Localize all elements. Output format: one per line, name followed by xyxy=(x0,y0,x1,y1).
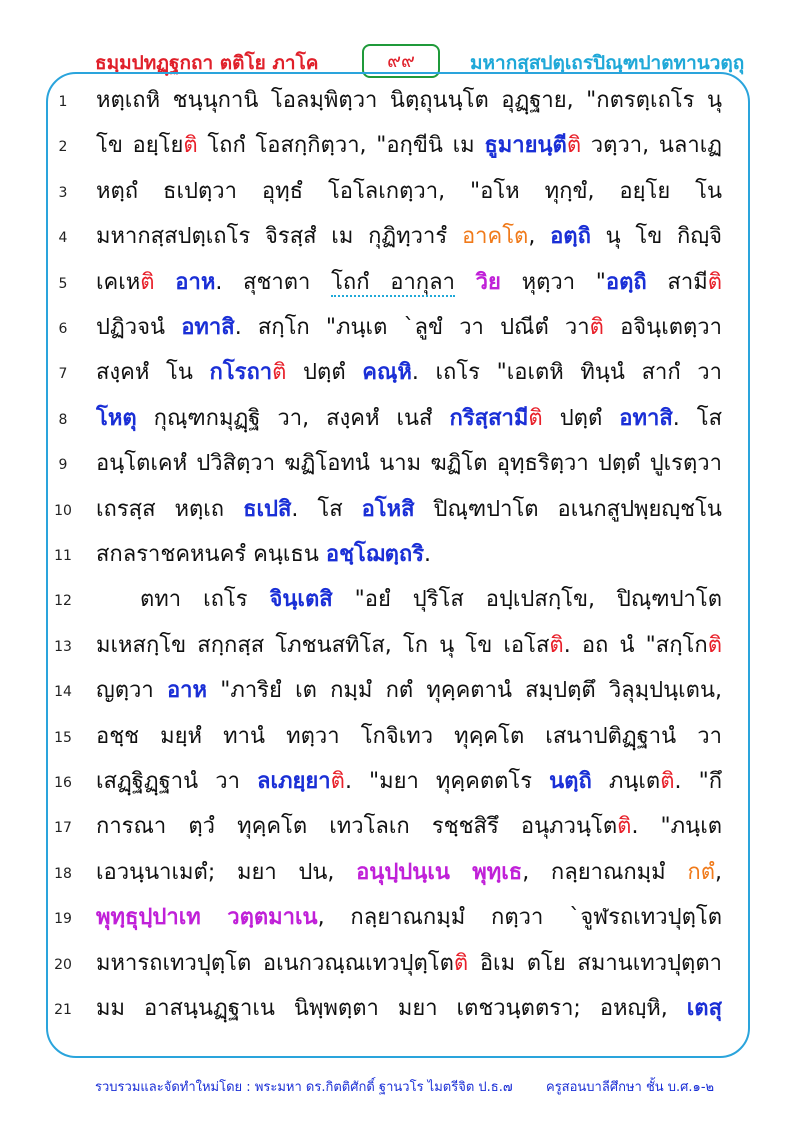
text-line xyxy=(0,763,800,808)
text-line xyxy=(0,173,800,218)
line-text xyxy=(96,311,722,345)
text-line xyxy=(0,127,800,172)
line-number: 19 xyxy=(54,911,72,928)
text-segment: กุณฺฑกมุฏฺฐิ วา, สงฺคหํ เนสํ xyxy=(136,405,450,431)
highlighted-word: ลเภยฺยา xyxy=(257,769,331,794)
text-line xyxy=(0,990,800,1035)
text-line xyxy=(0,264,800,309)
highlighted-word: กตํ xyxy=(687,859,715,885)
text-segment: ภนฺเต xyxy=(591,769,661,794)
text-line xyxy=(0,854,800,899)
highlighted-word: อโหสิ xyxy=(361,496,415,522)
highlighted-word: ติ xyxy=(707,269,722,295)
text-segment: . อถ นํ "สกฺโก xyxy=(563,632,708,658)
text-segment: มเหสกฺโข สกฺกสฺส โภชนสทิโส, โก นุ โข เอโส xyxy=(96,632,550,658)
text-line xyxy=(0,400,800,445)
teacher-credit: ครูสอนบาลีศึกษา ชั้น บ.ศ.๑-๒ xyxy=(546,1080,715,1095)
text-segment: โข อยฺโย xyxy=(96,133,184,159)
text-segment: , xyxy=(528,224,551,250)
highlighted-word: อตฺถิ xyxy=(605,269,647,295)
text-line xyxy=(0,672,800,717)
line-text xyxy=(96,720,722,754)
line-text xyxy=(96,856,722,890)
highlighted-word: ติ xyxy=(183,133,198,159)
line-number: 18 xyxy=(54,865,72,882)
text-line xyxy=(0,309,800,354)
text-segment: สกลราชคหนครํ คนฺเธน xyxy=(96,542,326,567)
line-number: 5 xyxy=(58,275,68,292)
text-line xyxy=(0,536,800,581)
text-segment: เถรสฺส หตฺเถ xyxy=(96,496,244,522)
line-number: 12 xyxy=(54,593,72,610)
text-segment: หตฺเถหิ ชนฺนุกานิ โอลมฺพิตฺวา นิตฺถุนนฺโต อุฏฺฐาย, "กตรตฺเถโร นุ xyxy=(96,88,722,113)
text-line xyxy=(0,445,800,490)
line-text xyxy=(96,266,722,300)
highlighted-word: อชฺโฌตฺถริ xyxy=(325,542,425,567)
highlighted-word: กโรถา xyxy=(209,360,273,386)
highlighted-word: ธูมายนฺตี xyxy=(484,133,567,159)
highlighted-word: ติ xyxy=(549,632,564,658)
text-segment: ปฏิวจนํ xyxy=(96,315,182,340)
highlighted-word: ติ xyxy=(707,632,722,658)
highlighted-word: อนุปฺปนฺเน พุทฺเธ xyxy=(356,859,523,885)
highlighted-word: วิย xyxy=(475,269,501,295)
highlighted-word: ธเปสิ xyxy=(243,496,292,522)
line-text xyxy=(96,129,722,163)
line-text xyxy=(96,493,722,527)
page-footer xyxy=(0,1074,800,1098)
line-number: 11 xyxy=(54,548,72,564)
highlighted-word: อทาสิ xyxy=(181,315,235,340)
text-segment: . สกฺโก "ภนฺเต `ลูขํ วา ปณีตํ วา xyxy=(234,315,590,340)
text-segment: . โส xyxy=(291,496,362,522)
text-segment: ปตฺตํ xyxy=(286,360,363,386)
text-line xyxy=(0,627,800,672)
line-number: 2 xyxy=(58,139,68,156)
line-text xyxy=(140,583,722,617)
line-number: 4 xyxy=(58,230,68,247)
line-text xyxy=(96,538,722,572)
highlighted-word: ติ xyxy=(589,315,604,340)
line-text xyxy=(96,992,722,1026)
text-segment: มม อาสนฺนฏฺฐาเน นิพฺพตฺตา มยา เตชวนฺตตรา; อหญฺหิ, xyxy=(96,996,687,1021)
highlighted-word: อาห xyxy=(175,269,216,295)
text-segment: หุตฺวา " xyxy=(500,269,606,295)
book-title: ธมฺมปทฏฺฐกถา ตติโย ภาโค xyxy=(95,52,319,74)
line-text xyxy=(96,947,722,981)
text-segment: มหารถเทวปุตฺโต อเนกวณฺณเทวปุตฺโต xyxy=(96,950,454,976)
page-number-badge: ๙๙ xyxy=(362,44,440,78)
text-segment: . xyxy=(424,542,432,567)
highlighted-word: ติ xyxy=(566,133,582,159)
line-text xyxy=(96,84,722,118)
text-segment: สามี xyxy=(646,269,708,295)
highlighted-word: ติ xyxy=(140,269,155,295)
text-segment xyxy=(155,270,176,295)
line-text xyxy=(96,175,722,209)
line-number: 1 xyxy=(58,94,68,110)
text-segment: วตฺวา, นลาเฏ xyxy=(581,133,722,159)
highlighted-word: ติ xyxy=(528,405,543,431)
story-title: มหากสฺสปตฺเถรปิณฺฑปาตทานวตฺถุ xyxy=(470,52,745,74)
highlighted-word: เตสุ xyxy=(686,996,722,1021)
line-text xyxy=(96,356,722,390)
text-line xyxy=(0,218,800,263)
text-segment: . สุชาตา xyxy=(215,269,332,295)
text-line xyxy=(0,82,800,127)
text-segment: เอวนฺนาเมตํ; มยา ปน, xyxy=(96,859,357,885)
text-segment: "ภาริยํ เต กมฺมํ กตํ ทุคฺคตานํ สมฺปตฺตึ วิลุมฺปนฺเตน, xyxy=(207,678,722,704)
line-number: 20 xyxy=(54,956,72,973)
text-segment: สงฺคหํ โน xyxy=(96,360,210,386)
line-number: 10 xyxy=(54,502,72,519)
highlighted-word: อาคโต xyxy=(461,224,529,250)
line-number: 3 xyxy=(58,184,68,201)
text-segment: มหากสฺสปตฺเถโร จิรสฺสํ เม กุฏิทฺวารํ xyxy=(96,224,462,250)
text-line xyxy=(0,945,800,990)
line-number: 13 xyxy=(54,638,72,655)
text-segment: ญตฺวา xyxy=(96,678,167,704)
text-line xyxy=(0,899,800,944)
highlighted-word: ติ xyxy=(453,950,469,976)
highlighted-word: ติ xyxy=(330,769,345,794)
highlighted-word: ติ xyxy=(272,360,287,386)
highlighted-word: พุทฺธุปฺปาเท วตฺตมาเน xyxy=(96,905,318,931)
text-segment: เคเห xyxy=(96,269,141,295)
text-line xyxy=(0,808,800,853)
text-segment: . "กึ xyxy=(674,769,722,794)
highlighted-word: นตฺถิ xyxy=(549,769,592,794)
text-segment: "อยํ ปุริโส อปฺเปสกฺโข, ปิณฺฑปาโต xyxy=(332,587,722,613)
text-line xyxy=(0,581,800,626)
text-segment: , กลฺยาณกมฺมํ กตฺวา `จูฬรถเทวปุตฺโต xyxy=(317,905,722,931)
text-segment: . "ภนฺเต xyxy=(631,814,722,840)
line-text xyxy=(96,447,722,481)
line-text xyxy=(96,901,722,935)
compiler-credit: รวบรวมและจัดทำใหม่โดย : พระมหา ดร.กิตติศักดิ์ ฐานวโร ไมตรีจิต ป.ธ.๗ xyxy=(95,1080,513,1095)
line-number: 15 xyxy=(54,729,72,746)
highlighted-word: ติ xyxy=(617,814,632,840)
highlighted-word: โถกํ อากุลา xyxy=(331,269,455,295)
text-line xyxy=(0,491,800,536)
text-segment: อนฺโตเคหํ ปวิสิตฺวา ฆฏิโอทนํ นาม ฆฏิโต อุทฺธริตฺวา ปตฺตํ ปูเรตฺวา xyxy=(96,451,722,477)
line-number: 6 xyxy=(58,321,68,337)
line-text xyxy=(96,402,722,436)
text-segment: ปตฺตํ xyxy=(542,405,620,431)
highlighted-word: จินฺเตสิ xyxy=(269,587,333,613)
line-number: 9 xyxy=(58,457,68,474)
text-segment: การณา ตฺวํ ทุคฺคโต เทวโลเก รชฺชสิรึ อนุภวนฺโต xyxy=(96,814,618,840)
line-number: 21 xyxy=(54,1002,72,1018)
highlighted-word: อาห xyxy=(166,678,208,704)
text-segment: ตทา เถโร xyxy=(140,587,270,613)
line-number: 8 xyxy=(58,411,68,428)
line-text xyxy=(96,765,722,799)
text-segment: อชฺช มยฺหํ ทานํ ทตฺวา โกจิเทว ทุคฺคโต เสนาปติฏฺฐานํ วา xyxy=(96,723,722,749)
highlighted-word: คณฺหิ xyxy=(362,360,412,386)
line-number: 16 xyxy=(54,775,72,791)
text-segment: นุ โข กิญฺจิ xyxy=(590,224,722,250)
text-segment: ปิณฺฑปาโต อเนกสูปพฺยญฺชโน xyxy=(414,496,722,522)
text-segment: หตฺถํ ธเปตฺวา อุทฺธํ โอโลเกตฺวา, "อโห ทุกฺขํ, อยฺโย โน xyxy=(96,178,722,204)
text-segment: อิเม ตโย สมานเทวปุตฺตา xyxy=(468,950,722,976)
text-line xyxy=(0,718,800,763)
line-text xyxy=(96,674,722,708)
text-segment: , xyxy=(715,859,722,885)
text-segment: , กลฺยาณกมฺมํ xyxy=(522,859,688,885)
highlighted-word: โหตุ xyxy=(96,405,137,431)
text-segment: . เถโร "เอเตหิ ทินฺนํ สากํ วา xyxy=(411,360,722,386)
text-segment: เสฏฺฐิฏฺฐานํ วา xyxy=(96,769,257,794)
highlighted-word: อทาสิ xyxy=(619,405,673,431)
line-number: 14 xyxy=(54,684,72,701)
highlighted-word: กริสฺสามี xyxy=(449,405,529,431)
line-text xyxy=(96,220,722,254)
line-number: 7 xyxy=(58,366,68,383)
text-segment: . "มยา ทุคฺคตตโร xyxy=(344,769,550,794)
line-text xyxy=(96,629,722,663)
text-line xyxy=(0,354,800,399)
text-segment xyxy=(455,270,476,295)
text-segment: . โส xyxy=(672,405,722,431)
line-text xyxy=(96,810,722,844)
text-segment: โถกํ โอสกฺกิตฺวา, "อกฺขีนิ เม xyxy=(197,133,485,159)
text-segment: อจินฺเตตฺวา xyxy=(603,315,722,340)
line-number: 17 xyxy=(54,820,72,837)
highlighted-word: ติ xyxy=(660,769,675,794)
highlighted-word: อตฺถิ xyxy=(550,224,591,250)
